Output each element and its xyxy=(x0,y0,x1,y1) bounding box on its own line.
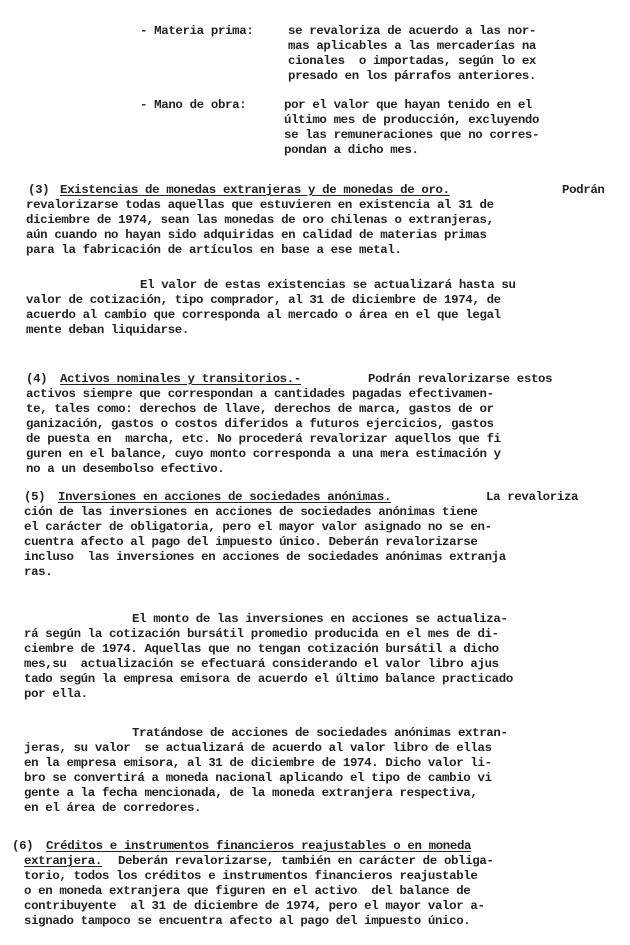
section-6-line: Deberán revalorizarse, también en carácter de obliga- xyxy=(118,854,494,868)
section-3-line: diciembre de 1974, sean las monedas de oro chilenas o extranjeras, xyxy=(26,213,494,227)
section-5-line: ción de las inversiones en acciones de sociedades anónimas tiene xyxy=(24,505,478,519)
section-5-paragraph-line: en el área de corredores. xyxy=(24,801,202,815)
section-5-paragraph-line: Tratándose de acciones de sociedades anónimas extran- xyxy=(132,726,508,740)
section-5-paragraph-line: bro se convertirá a moneda nacional aplicando el tipo de cambio vi xyxy=(24,771,492,785)
mano-de-obra-label: - Mano de obra: xyxy=(140,98,247,112)
section-4-line: ganización, gastos o costos diferidos a futuros ejercicios, gastos xyxy=(26,417,494,431)
section-5-title: Inversiones en acciones de sociedades anónimas. xyxy=(58,490,392,504)
materia-prima-line: mas aplicables a las mercaderías na xyxy=(288,39,536,53)
section-4-line: de puesta en marcha, etc. No procederá revalorizar aquellos que fi xyxy=(26,432,501,446)
section-5-paragraph-line: tado según la empresa emisora de acuerdo el último balance practicado xyxy=(24,672,513,686)
section-3-line: para la fabricación de artículos en base a ese metal. xyxy=(26,243,402,257)
section-4-line: no a un desembolso efectivo. xyxy=(26,462,225,476)
section-3-title: Existencias de monedas extranjeras y de monedas de oro. xyxy=(60,183,450,197)
section-3-line: Podrán xyxy=(562,183,605,197)
section-5-paragraph-line: rá según la cotización bursátil promedio producida en el mes de di- xyxy=(24,627,499,641)
mano-de-obra-line: último mes de producción, excluyendo xyxy=(284,113,540,127)
section-6-line: o en moneda extranjera que figuren en el activo del balance de xyxy=(24,884,471,898)
section-6-title: Créditos e instrumentos financieros reajustables o en moneda xyxy=(46,839,472,853)
section-4-title: Activos nominales y transitorios.- xyxy=(60,372,301,386)
section-5-paragraph-line: jeras, su valor se actualizará de acuerdo al valor libro de ellas xyxy=(24,741,492,755)
section-5-number: (5) xyxy=(24,490,46,504)
materia-prima-line: cionales o importadas, según lo ex xyxy=(288,54,536,68)
section-3-paragraph-line: mente deban liquidarse. xyxy=(26,323,189,337)
section-3-line: aún cuando no hayan sido adquiridas en calidad de materias primas xyxy=(26,228,487,242)
section-5-paragraph-line: gente a la fecha mencionada, de la moneda extranjera respectiva, xyxy=(24,786,478,800)
section-6-line: torio, todos los créditos e instrumentos financieros reajustable xyxy=(24,869,478,883)
section-5-line: cuentra afecto al pago del impuesto único. Deberán revalorizarse xyxy=(24,535,478,549)
section-5-paragraph-line: ciembre de 1974. Aquellas que no tengan cotización bursátil a dicho xyxy=(24,642,499,656)
mano-de-obra-line: pondan a dicho mes. xyxy=(284,143,419,157)
section-3-line: revalorizarse todas aquellas que estuvieren en existencia al 31 de xyxy=(26,198,494,212)
section-5-paragraph-line: en la empresa emisora, al 31 de diciembre de 1974. Dicho valor li- xyxy=(24,756,492,770)
section-4-number: (4) xyxy=(26,372,48,386)
mano-de-obra-line: se las remuneraciones que no corres- xyxy=(284,128,540,142)
section-5-line: La revaloriza xyxy=(486,490,579,504)
section-6-line: contribuyente al 31 de diciembre de 1974, pero el mayor valor a- xyxy=(24,899,485,913)
materia-prima-label: - Materia prima: xyxy=(140,24,254,38)
section-6-title: extranjera. xyxy=(24,854,102,868)
materia-prima-line: presado en los párrafos anteriores. xyxy=(288,69,536,83)
section-3-paragraph-line: acuerdo al cambio que corresponda al mercado o área en el que legal xyxy=(26,308,501,322)
section-5-paragraph-line: por ella. xyxy=(24,687,88,701)
materia-prima-line: se revaloriza de acuerdo a las nor- xyxy=(288,24,536,38)
section-4-line: guren en el balance, cuyo monto corresponda a una mera estimación y xyxy=(26,447,501,461)
section-4-line: te, tales como: derechos de llave, derechos de marca, gastos de or xyxy=(26,402,494,416)
section-5-line: ras. xyxy=(24,565,53,579)
section-3-paragraph-line: El valor de estas existencias se actualizará hasta su xyxy=(140,278,516,292)
section-4-line: activos siempre que correspondan a cantidades pagadas efectivamen- xyxy=(26,387,494,401)
section-6-line: signado tampoco se encuentra afecto al pago del impuesto único. xyxy=(24,914,471,928)
section-5-line: incluso las inversiones en acciones de sociedades anónimas extranja xyxy=(24,550,506,564)
section-5-line: el carácter de obligatoria, pero el mayor valor asignado no se en- xyxy=(24,520,492,534)
section-3-paragraph-line: valor de cotización, tipo comprador, al 31 de diciembre de 1974, de xyxy=(26,293,501,307)
section-4-line: Podrán revalorizarse estos xyxy=(368,372,553,386)
mano-de-obra-line: por el valor que hayan tenido en el xyxy=(284,98,532,112)
section-5-paragraph-line: El monto de las inversiones en acciones se actualiza- xyxy=(132,612,508,626)
section-5-paragraph-line: mes,su actualización se efectuará considerando el valor libro ajus xyxy=(24,657,499,671)
section-6-number: (6) xyxy=(12,839,34,853)
section-3-number: (3) xyxy=(28,183,50,197)
